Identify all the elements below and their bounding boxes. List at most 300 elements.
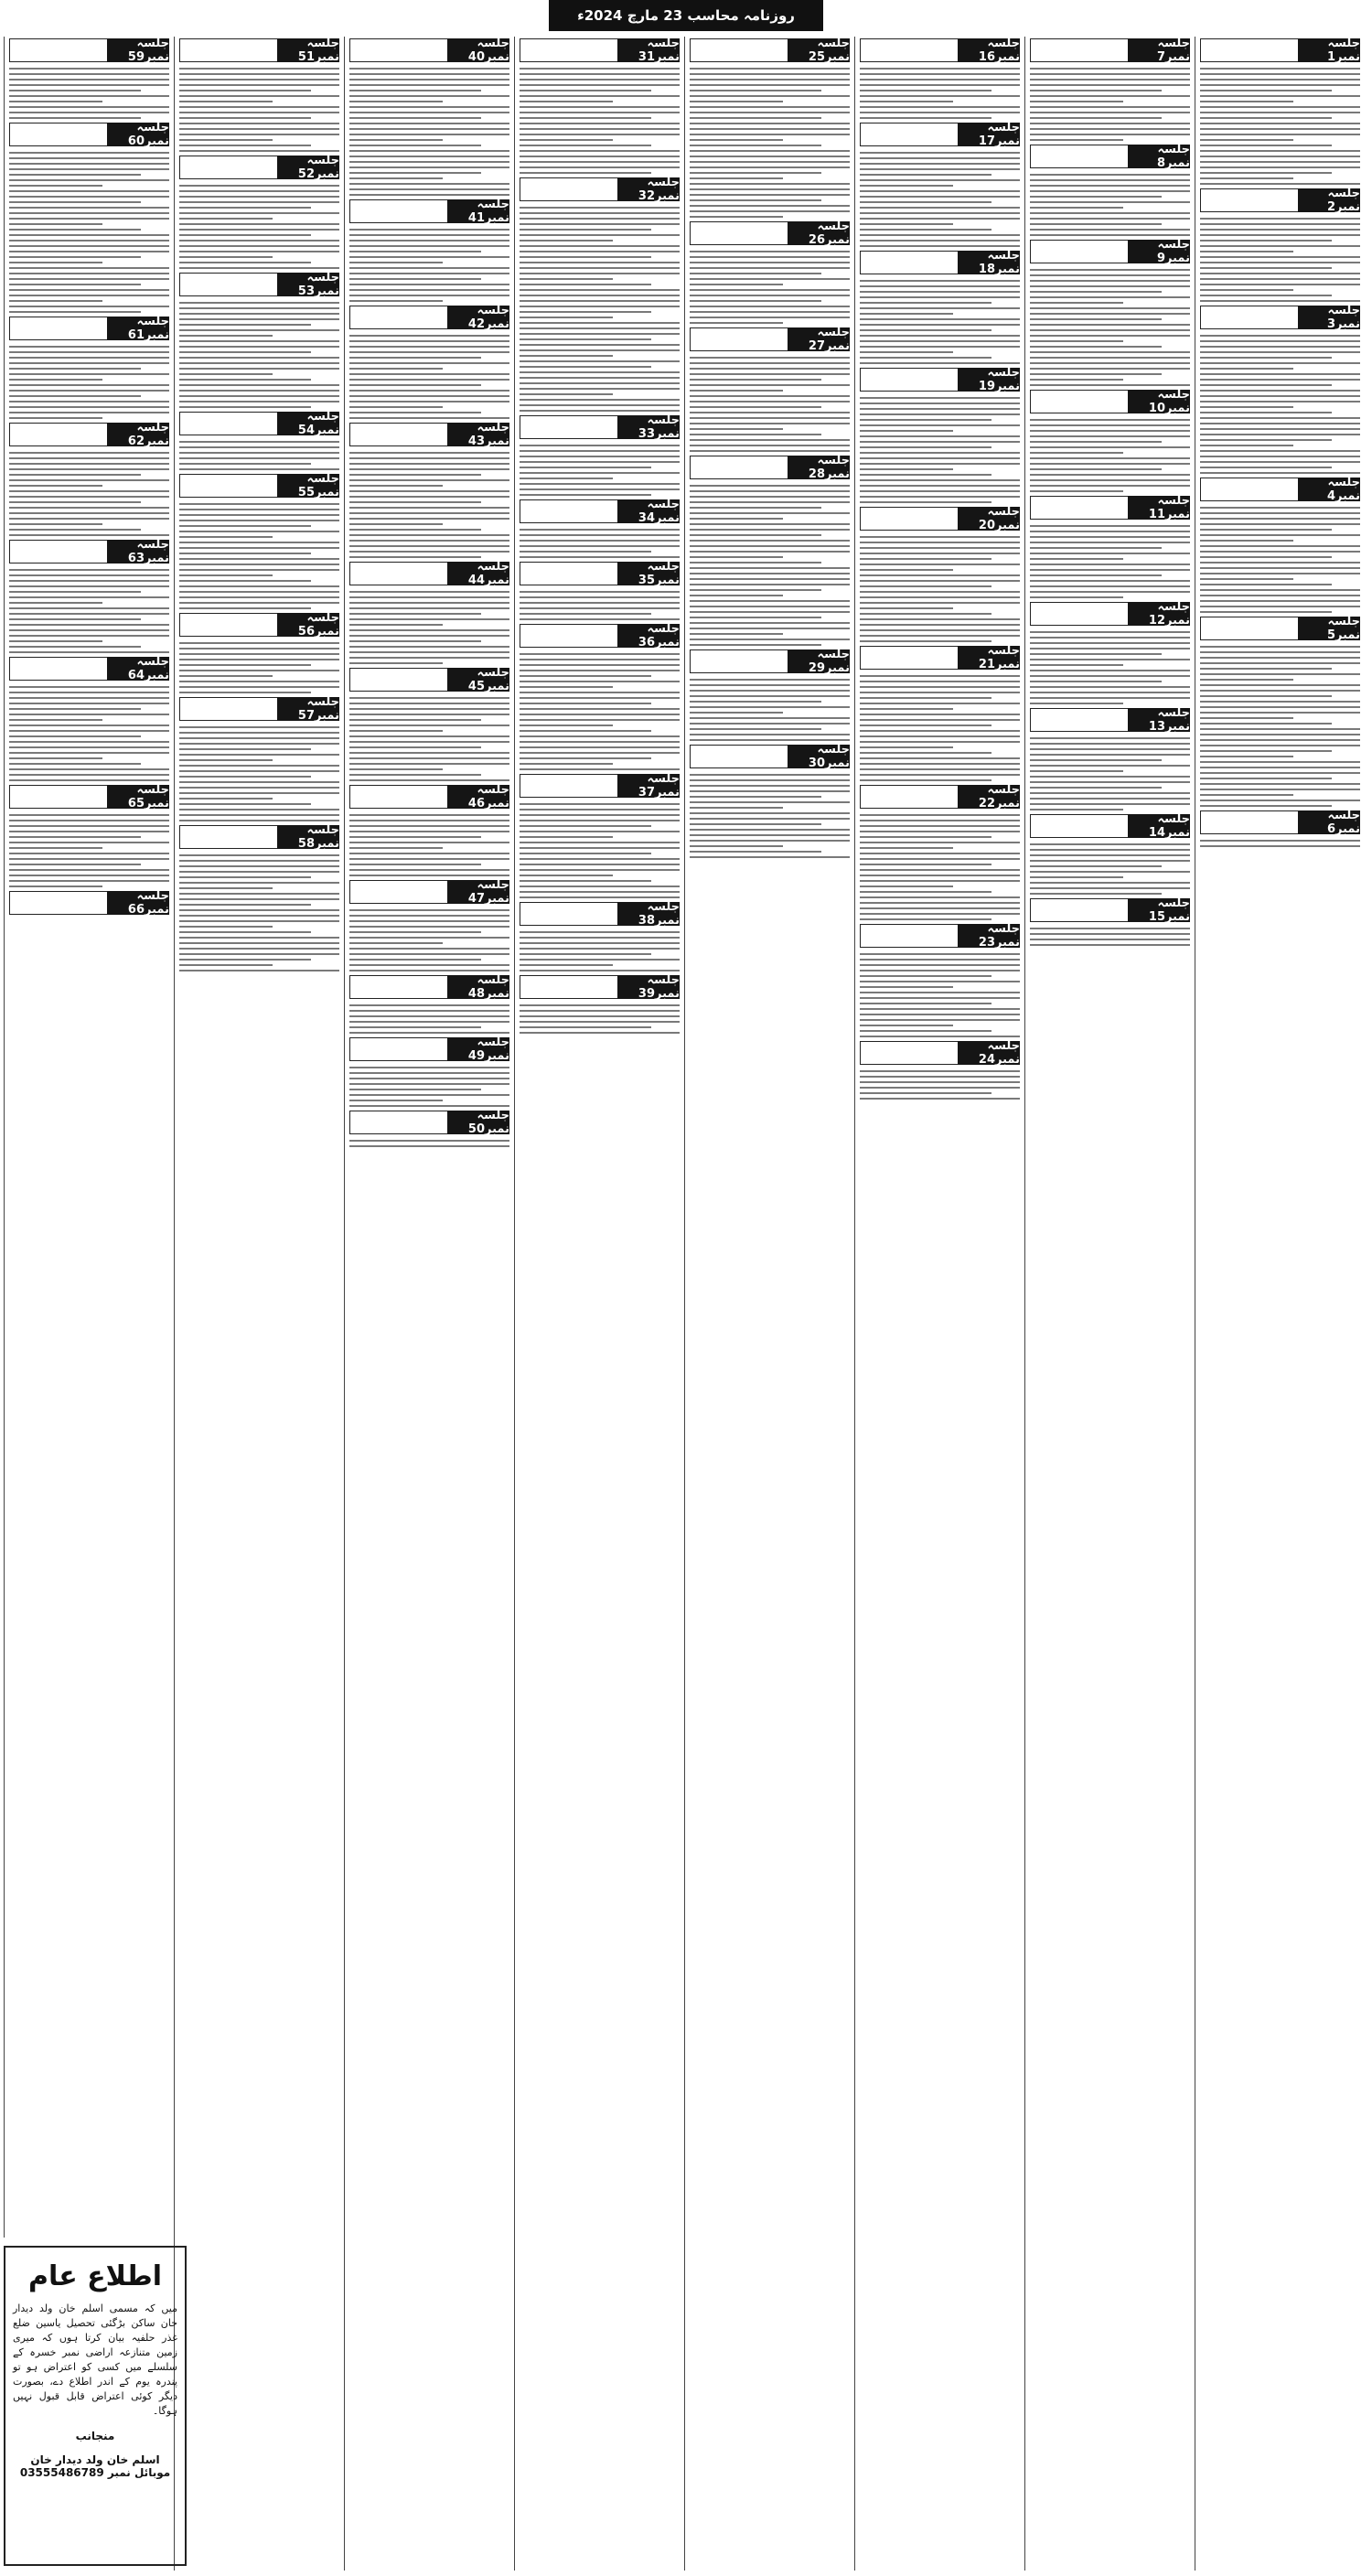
text-line — [179, 240, 339, 242]
text-line — [179, 743, 339, 745]
text-line — [520, 664, 680, 666]
text-line — [860, 419, 991, 421]
text-line — [690, 183, 850, 185]
text-line — [1200, 651, 1360, 653]
text-line — [1200, 128, 1360, 130]
text-line — [179, 675, 273, 677]
text-line — [520, 338, 651, 340]
text-line — [349, 1089, 481, 1090]
text-line — [349, 501, 481, 503]
text-line — [1030, 340, 1123, 342]
text-line — [1200, 783, 1360, 785]
text-line — [349, 240, 509, 242]
text-line — [1200, 284, 1360, 285]
text-line — [9, 831, 169, 832]
text-line — [860, 763, 1020, 765]
text-line — [1200, 717, 1293, 719]
text-line — [860, 981, 1020, 982]
text-line — [1200, 595, 1360, 596]
text-line — [179, 737, 339, 739]
text-line — [520, 327, 680, 329]
section-header-rule — [520, 562, 617, 585]
section-header — [520, 177, 680, 201]
text-line — [520, 719, 680, 721]
text-line — [1200, 512, 1360, 514]
text-line — [179, 607, 311, 609]
section-body-text — [860, 536, 1020, 642]
section-header-rule — [690, 221, 788, 245]
text-line — [520, 388, 680, 390]
text-line — [860, 157, 1020, 159]
text-line — [349, 496, 509, 498]
text-line — [690, 362, 850, 364]
text-line — [1200, 456, 1360, 457]
text-line — [690, 611, 850, 613]
text-line — [349, 545, 509, 547]
text-line — [9, 190, 169, 192]
text-line — [1030, 787, 1162, 789]
text-line — [9, 875, 169, 876]
text-line — [1200, 412, 1332, 413]
text-line — [690, 840, 850, 842]
text-line — [860, 346, 1020, 348]
text-line — [520, 942, 680, 944]
text-line — [690, 639, 850, 640]
text-line — [520, 659, 680, 660]
text-line — [860, 190, 1020, 192]
section-body-text — [1200, 218, 1360, 302]
text-line — [860, 218, 1020, 220]
text-line — [690, 68, 850, 70]
section-body-text — [690, 774, 850, 858]
section-header — [520, 975, 680, 999]
text-line — [860, 569, 953, 571]
text-line — [9, 406, 169, 408]
section-header — [349, 785, 509, 809]
text-line — [860, 825, 1020, 827]
section-header-rule — [1030, 38, 1128, 62]
text-line — [1030, 128, 1190, 130]
text-line — [349, 869, 509, 871]
text-line — [860, 196, 1020, 198]
text-line — [520, 311, 651, 313]
text-line — [690, 84, 850, 86]
text-line — [690, 134, 850, 135]
text-line — [9, 240, 169, 242]
text-line — [520, 229, 651, 231]
text-line — [349, 1094, 509, 1096]
text-line — [860, 686, 1020, 688]
text-line — [520, 842, 680, 843]
text-line — [9, 368, 141, 370]
section-header-rule — [179, 825, 277, 849]
text-line — [520, 106, 680, 108]
text-line — [860, 959, 1020, 961]
text-line — [860, 591, 1020, 593]
text-line — [349, 1078, 509, 1079]
text-line — [520, 360, 680, 362]
text-line — [690, 679, 850, 681]
notice-signature-title: منجانب — [75, 2430, 115, 2442]
text-line — [1030, 134, 1190, 135]
section-label: جلسہ نمبر22 — [958, 785, 1020, 809]
news-column-3 — [854, 37, 1024, 2571]
section-header — [1200, 38, 1360, 62]
text-line — [690, 194, 850, 196]
text-line — [1200, 800, 1360, 801]
text-line — [179, 406, 311, 408]
section-header — [349, 1111, 509, 1134]
section-header — [9, 657, 169, 681]
text-line — [860, 163, 1020, 165]
section-body-text — [9, 152, 169, 313]
text-line — [860, 240, 1020, 242]
text-line — [690, 311, 850, 313]
text-line — [179, 792, 339, 794]
section-header — [860, 251, 1020, 274]
text-line — [349, 194, 509, 196]
text-line — [860, 574, 1020, 576]
section-body-text — [860, 152, 1020, 247]
text-line — [9, 463, 169, 465]
text-line — [1030, 307, 1190, 309]
text-line — [9, 825, 169, 827]
section-header — [520, 562, 680, 585]
text-line — [179, 569, 339, 571]
text-line — [9, 613, 169, 615]
section-header-rule — [1200, 188, 1298, 212]
text-line — [1030, 743, 1190, 745]
section-header-rule — [9, 657, 107, 681]
text-line — [860, 501, 991, 503]
text-line — [520, 377, 680, 379]
text-line — [9, 117, 141, 119]
text-line — [1200, 467, 1332, 468]
text-line — [349, 719, 481, 721]
text-line — [690, 812, 850, 814]
text-line — [860, 424, 1020, 426]
text-line — [1030, 558, 1123, 560]
text-line — [9, 746, 169, 748]
text-line — [1200, 134, 1360, 135]
text-line — [9, 534, 169, 536]
section-body-text — [9, 452, 169, 536]
section-header-rule — [9, 423, 107, 446]
text-line — [690, 573, 850, 574]
text-line — [520, 410, 680, 412]
text-line — [520, 139, 613, 141]
text-line — [690, 540, 850, 542]
text-line — [9, 741, 169, 743]
text-line — [860, 629, 1020, 631]
notice-title: اطلاع عام — [27, 2260, 162, 2292]
text-line — [860, 340, 1020, 342]
text-line — [520, 970, 680, 971]
text-line — [179, 379, 311, 381]
text-line — [690, 723, 850, 724]
section-label: جلسہ نمبر39 — [617, 975, 680, 999]
text-line — [179, 860, 339, 862]
text-line — [1030, 463, 1190, 465]
text-line — [1200, 245, 1360, 247]
text-line — [349, 284, 509, 285]
text-line — [1030, 596, 1123, 598]
text-line — [1200, 262, 1360, 263]
text-line — [1030, 664, 1123, 666]
text-line — [349, 172, 481, 174]
text-line — [1030, 697, 1190, 699]
section-header — [9, 423, 169, 446]
section-header — [9, 317, 169, 340]
section-body-text — [9, 346, 169, 419]
text-line — [520, 245, 680, 247]
text-line — [349, 1015, 509, 1017]
text-line — [349, 262, 443, 263]
section-header — [349, 880, 509, 904]
text-line — [349, 166, 509, 168]
text-line — [860, 1030, 991, 1032]
text-line — [1030, 748, 1190, 750]
text-line — [9, 201, 141, 203]
text-line — [690, 434, 821, 435]
text-line — [520, 847, 680, 849]
text-line — [1030, 280, 1190, 282]
section-body-text — [9, 686, 169, 781]
text-line — [1030, 887, 1190, 889]
section-header — [1030, 602, 1190, 626]
text-line — [690, 507, 821, 509]
section-header — [9, 891, 169, 915]
text-line — [349, 395, 509, 397]
text-line — [520, 670, 680, 671]
text-line — [860, 179, 1020, 181]
text-line — [1200, 756, 1293, 757]
text-line — [1030, 379, 1123, 381]
text-line — [349, 714, 509, 715]
text-line — [9, 251, 169, 252]
section-body-text — [1030, 269, 1190, 386]
text-line — [1030, 865, 1162, 867]
text-line — [520, 450, 680, 452]
text-line — [349, 942, 443, 944]
text-line — [860, 1070, 1020, 1072]
text-line — [9, 886, 102, 887]
section-body-text — [349, 68, 509, 196]
text-line — [690, 534, 821, 536]
text-line — [860, 1003, 991, 1004]
text-line — [179, 803, 311, 805]
text-line — [9, 864, 141, 865]
text-line — [520, 964, 613, 966]
text-line — [1030, 681, 1162, 682]
text-line — [349, 657, 509, 659]
section-label: جلسہ نمبر36 — [617, 624, 680, 648]
section-header-rule — [9, 540, 107, 564]
text-line — [9, 295, 169, 296]
text-line — [520, 234, 680, 236]
text-line — [860, 351, 953, 353]
text-line — [1030, 564, 1190, 565]
text-line — [1200, 646, 1360, 648]
text-line — [690, 712, 783, 714]
text-line — [520, 456, 680, 457]
text-line — [1030, 659, 1190, 660]
section-label: جلسہ نمبر20 — [958, 507, 1020, 531]
text-line — [1030, 485, 1190, 487]
text-line — [1200, 90, 1332, 91]
section-header — [9, 785, 169, 809]
section-body-text — [860, 814, 1020, 920]
section-header-rule — [349, 975, 447, 999]
text-line — [520, 382, 680, 384]
text-line — [349, 229, 509, 231]
text-line — [1200, 673, 1360, 675]
section-label: جلسہ نمبر51 — [277, 38, 339, 62]
section-header — [1200, 810, 1360, 834]
text-line — [179, 373, 273, 375]
text-line — [520, 112, 680, 113]
text-line — [9, 779, 169, 781]
text-line — [1200, 778, 1332, 779]
text-line — [1200, 251, 1293, 252]
text-line — [1030, 759, 1162, 761]
text-line — [9, 401, 169, 402]
text-line — [690, 90, 821, 91]
text-line — [860, 402, 1020, 404]
section-header-rule — [520, 975, 617, 999]
text-line — [1030, 849, 1190, 851]
text-line — [1200, 611, 1332, 613]
text-line — [860, 79, 1020, 80]
section-header-rule — [9, 785, 107, 809]
text-line — [1030, 553, 1190, 554]
text-line — [349, 518, 509, 520]
text-line — [860, 280, 1020, 282]
text-line — [179, 681, 339, 682]
text-line — [349, 847, 443, 849]
text-line — [349, 730, 443, 732]
text-line — [690, 845, 783, 847]
text-line — [860, 302, 991, 304]
text-line — [860, 106, 1020, 108]
text-line — [179, 871, 339, 873]
text-line — [1200, 734, 1360, 735]
text-line — [349, 842, 509, 843]
text-line — [1200, 183, 1360, 185]
text-line — [349, 139, 443, 141]
text-line — [1030, 313, 1190, 315]
text-line — [1200, 145, 1332, 146]
text-line — [1200, 346, 1360, 348]
text-line — [860, 446, 991, 448]
news-column-8 — [4, 37, 174, 2238]
text-line — [860, 468, 953, 470]
text-line — [690, 856, 850, 858]
section-label: جلسہ نمبر34 — [617, 499, 680, 523]
text-line — [520, 864, 680, 865]
text-line — [179, 218, 273, 220]
text-line — [520, 831, 680, 832]
text-line — [9, 373, 169, 375]
text-line — [1200, 789, 1360, 790]
text-line — [349, 256, 509, 258]
text-line — [690, 123, 850, 124]
text-line — [1200, 112, 1360, 113]
section-header-rule — [349, 880, 447, 904]
text-line — [860, 907, 1020, 909]
text-line — [860, 441, 1020, 443]
text-line — [860, 992, 1020, 993]
text-line — [860, 430, 953, 432]
text-line — [9, 607, 169, 609]
section-header-rule — [1030, 240, 1128, 263]
text-line — [860, 547, 1020, 549]
text-line — [1030, 430, 1190, 432]
text-line — [520, 251, 680, 252]
text-line — [1030, 809, 1123, 810]
text-line — [520, 886, 680, 887]
text-line — [179, 898, 339, 900]
section-label: جلسہ نمبر10 — [1128, 390, 1190, 413]
text-line — [1030, 357, 1190, 359]
text-line — [9, 714, 169, 715]
text-line — [1030, 441, 1162, 443]
text-line — [690, 251, 850, 252]
text-line — [1200, 767, 1360, 768]
text-line — [1200, 567, 1360, 569]
text-line — [179, 324, 311, 326]
text-line — [9, 763, 141, 765]
text-line — [349, 340, 509, 342]
text-line — [349, 463, 509, 465]
text-line — [9, 490, 169, 492]
text-line — [860, 285, 1020, 287]
text-line — [179, 302, 339, 304]
text-line — [1200, 712, 1360, 714]
text-line — [9, 708, 141, 710]
text-line — [9, 602, 102, 604]
text-line — [860, 580, 1020, 582]
section-header — [690, 456, 850, 479]
text-line — [1030, 703, 1123, 704]
text-line — [520, 703, 651, 704]
text-line — [860, 735, 1020, 737]
text-line — [349, 853, 509, 854]
text-line — [1200, 507, 1360, 509]
text-line — [520, 404, 680, 406]
text-line — [860, 724, 991, 726]
text-line — [179, 920, 339, 922]
section-header-rule — [690, 649, 788, 673]
section-header — [179, 156, 339, 179]
section-header-rule — [860, 924, 958, 948]
news-column-6 — [344, 37, 514, 2571]
section-header-rule — [1200, 810, 1298, 834]
section-header — [690, 649, 850, 673]
text-line — [860, 90, 991, 91]
text-line — [1030, 318, 1162, 320]
section-header — [860, 1041, 1020, 1065]
section-body-text — [520, 591, 680, 620]
section-header-rule — [860, 368, 958, 392]
text-line — [520, 534, 680, 536]
text-line — [179, 128, 339, 130]
text-line — [690, 73, 850, 75]
text-line — [1200, 368, 1293, 370]
text-line — [1030, 536, 1190, 538]
text-line — [1200, 657, 1360, 659]
text-line — [179, 223, 339, 225]
